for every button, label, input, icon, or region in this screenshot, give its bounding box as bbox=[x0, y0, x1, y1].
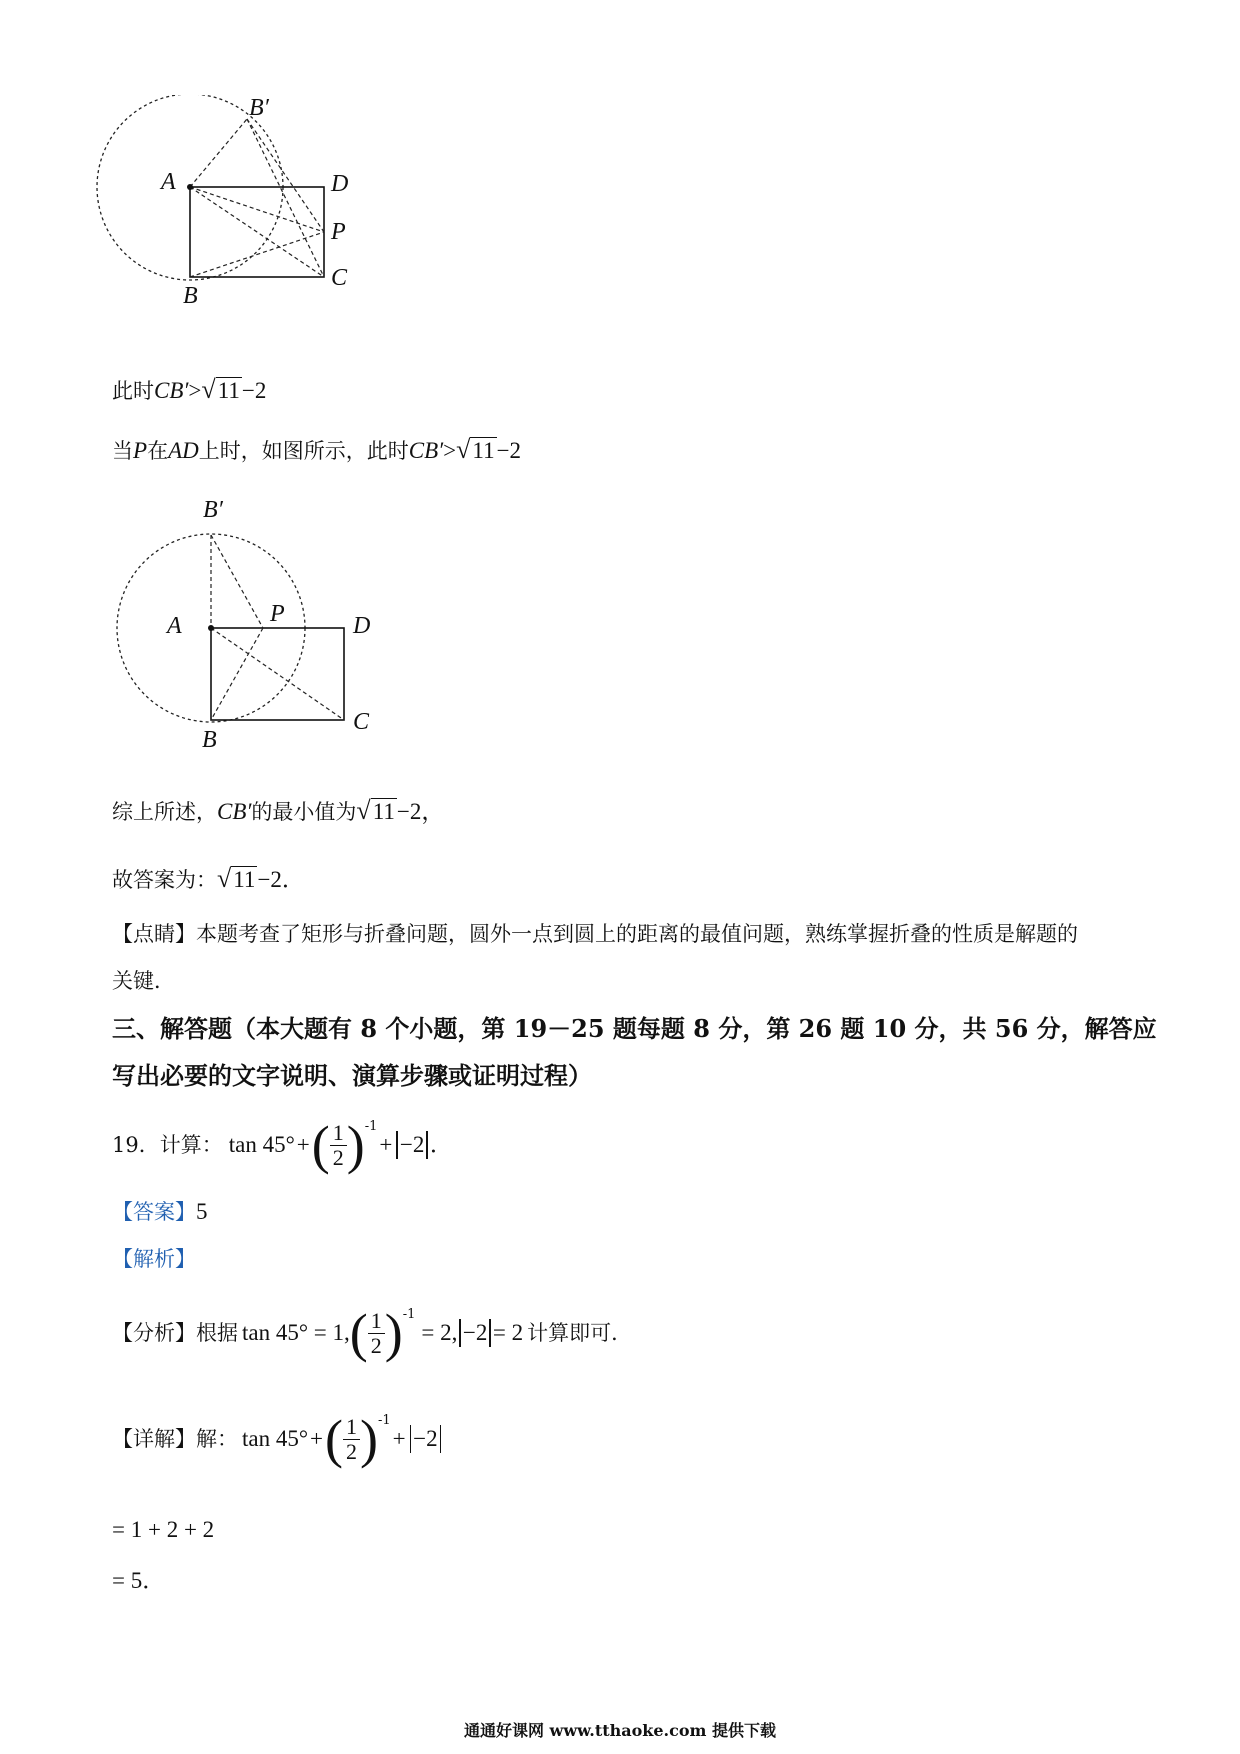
plus-sign: + bbox=[310, 1426, 324, 1451]
fenxi-tag: 【分析】 bbox=[112, 1321, 196, 1345]
denominator: 2 bbox=[346, 1438, 358, 1464]
tail: −2， bbox=[396, 799, 445, 824]
line-p-on-ad bbox=[112, 436, 521, 465]
denominator: 2 bbox=[332, 1144, 344, 1170]
fraction-half bbox=[368, 1309, 385, 1358]
text: = 2, bbox=[421, 1320, 458, 1345]
answer-tag: 【答案】 bbox=[112, 1200, 196, 1224]
line-minimum bbox=[112, 797, 444, 826]
denominator: 2 bbox=[370, 1332, 382, 1358]
expr-cb-prime: CB′ bbox=[217, 799, 252, 824]
var-p: P bbox=[133, 438, 148, 463]
xiangjie-line bbox=[112, 1409, 443, 1469]
plus-sign: + bbox=[379, 1132, 393, 1157]
fraction-half bbox=[330, 1121, 347, 1170]
xiangjie-tag: 【详解】 bbox=[112, 1427, 196, 1451]
label-d: D bbox=[331, 171, 349, 197]
tan-45: tan 45° bbox=[228, 1132, 295, 1157]
figure-1-diagram bbox=[95, 95, 415, 340]
period: ． bbox=[429, 1132, 453, 1157]
section-heading-2: 写出必要的文字说明、演算步骤或证明过程） bbox=[112, 1061, 592, 1090]
label-d: D bbox=[353, 613, 371, 639]
abs-bar-right bbox=[489, 1319, 491, 1347]
exponent: -1 bbox=[402, 1307, 416, 1322]
analysis-tag: 【解析】 bbox=[112, 1247, 196, 1271]
dianjing-text: 本题考查了矩形与折叠问题，圆外一点到圆上的距离的最值问题，熟练掌握折叠的性质是解题的 bbox=[196, 922, 1078, 946]
text: 的最小值为 bbox=[251, 800, 357, 824]
numerator: 1 bbox=[368, 1309, 385, 1334]
text: 当 bbox=[112, 439, 133, 463]
abs-bar-left bbox=[459, 1319, 461, 1347]
gt-sign: > bbox=[188, 378, 202, 403]
abs-value: −2 bbox=[462, 1320, 488, 1345]
dianjing-tag: 【点睛】 bbox=[112, 922, 196, 946]
abs-value: −2 bbox=[399, 1132, 425, 1157]
dianjing-line-1 bbox=[112, 920, 1078, 948]
tail: −2 bbox=[496, 438, 522, 463]
line-answer-is bbox=[112, 865, 305, 894]
numerator: 1 bbox=[343, 1415, 360, 1440]
abs-bar-right bbox=[440, 1425, 442, 1453]
label-b: B bbox=[183, 283, 198, 309]
numerator: 1 bbox=[330, 1121, 347, 1146]
plus-sign: + bbox=[296, 1132, 310, 1157]
sqrt-sign: √ bbox=[456, 435, 471, 464]
answer-value: 5 bbox=[196, 1199, 208, 1224]
sqrt-sign: √ bbox=[217, 864, 232, 893]
var-ad: AD bbox=[168, 438, 199, 463]
abs-value: −2 bbox=[413, 1426, 438, 1451]
label-b: B bbox=[202, 727, 217, 753]
right-paren: ) bbox=[346, 1115, 365, 1175]
label-a: A bbox=[161, 169, 176, 195]
tan-45-eq: tan 45° = 1, bbox=[242, 1320, 350, 1345]
answer-line bbox=[112, 1198, 208, 1226]
label-a: A bbox=[167, 613, 182, 639]
question-label: 19．计算： bbox=[112, 1133, 223, 1157]
text: 上时，如图所示，此时 bbox=[198, 439, 409, 463]
left-paren: ( bbox=[311, 1115, 330, 1175]
radicand: 11 bbox=[217, 378, 240, 403]
label-b-prime: B′ bbox=[249, 95, 269, 121]
fenxi-line bbox=[112, 1303, 633, 1363]
label-p: P bbox=[331, 219, 346, 245]
text: 此时 bbox=[112, 379, 154, 403]
label-c: C bbox=[353, 709, 370, 735]
tail: −2． bbox=[257, 867, 305, 892]
text: 综上所述， bbox=[112, 800, 217, 824]
left-paren: ( bbox=[349, 1303, 368, 1363]
right-paren: ) bbox=[360, 1409, 378, 1469]
plus-sign: + bbox=[392, 1426, 406, 1451]
label-c: C bbox=[331, 265, 348, 291]
footer: 通通好课网 www.tthaoke.com 提供下载 bbox=[463, 1721, 777, 1740]
abs-bar-right bbox=[426, 1131, 428, 1159]
dianjing-text: 关键． bbox=[112, 969, 175, 993]
figure-2-diagram bbox=[95, 495, 415, 760]
label-b-prime: B′ bbox=[203, 497, 223, 523]
expr-cb-prime: CB′ bbox=[154, 378, 189, 403]
tan-45: tan 45° bbox=[242, 1426, 309, 1451]
exponent: -1 bbox=[378, 1413, 391, 1428]
text: = 2 bbox=[492, 1320, 524, 1345]
radicand: 11 bbox=[472, 438, 495, 463]
right-paren: ) bbox=[384, 1303, 403, 1363]
expr-cb-prime: CB′ bbox=[408, 438, 444, 463]
sqrt-sign: √ bbox=[201, 375, 216, 404]
tail: −2 bbox=[241, 378, 267, 403]
text: 解： bbox=[196, 1427, 238, 1451]
text: 计算即可． bbox=[527, 1321, 633, 1345]
text: 根据 bbox=[196, 1321, 238, 1345]
step-2: = 5． bbox=[112, 1568, 166, 1593]
text: 在 bbox=[147, 439, 169, 463]
dianjing-line-2 bbox=[112, 967, 175, 995]
section-heading-1: 三、解答题（本大题有 8 个小题，第 19－25 题每题 8 分，第 26 题 10 分，共 56 分，解答应 bbox=[112, 1014, 1157, 1043]
radicand: 11 bbox=[372, 799, 395, 824]
question-19 bbox=[112, 1115, 453, 1175]
left-paren: ( bbox=[325, 1409, 344, 1469]
radicand: 11 bbox=[233, 867, 256, 892]
label-p: P bbox=[270, 601, 285, 627]
line-cb-gt-1 bbox=[112, 376, 266, 405]
fraction-half bbox=[343, 1415, 360, 1464]
step-1: = 1 + 2 + 2 bbox=[112, 1517, 215, 1542]
text: 故答案为： bbox=[112, 868, 217, 892]
exponent: -1 bbox=[364, 1119, 378, 1134]
gt-sign: > bbox=[443, 438, 457, 463]
abs-bar-left bbox=[410, 1425, 412, 1453]
abs-bar-left bbox=[396, 1131, 398, 1159]
sqrt-sign: √ bbox=[356, 796, 371, 825]
